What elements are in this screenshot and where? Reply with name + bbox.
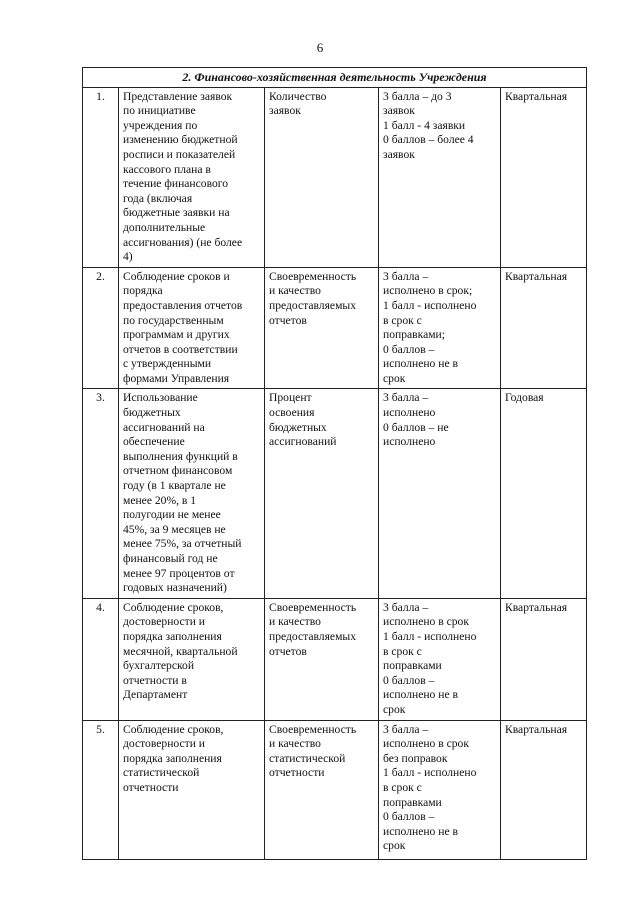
- table-row: [83, 598, 587, 720]
- row-number: 4.: [83, 598, 119, 720]
- period-cell: Квартальная: [501, 720, 587, 859]
- criterion-cell: Соблюдение сроков и порядка предоставления отчетов по государственным программам и других отчетов в соответствии с утвержденными формами Управления: [119, 267, 265, 389]
- score-cell: 3 балла – исполнено в срок 1 балл - исполнено в срок с поправками 0 баллов – исполнено не в срок: [379, 598, 501, 720]
- table-row: [83, 267, 587, 389]
- score-cell: 3 балла – исполнено 0 баллов – не исполнено: [379, 389, 501, 598]
- row-number: 3.: [83, 389, 119, 598]
- indicator-cell: Своевременность и качество предоставляемых отчетов: [265, 598, 379, 720]
- criterion-cell: Использование бюджетных ассигнований на обеспечение выполнения функций в отчетном финансовом году (в 1 квартале не менее 20%, в 1 полугодии не менее 45%, за 9 месяцев не менее 75%, за отчетный финансовый год не менее 97 процентов от годовых назначений): [119, 389, 265, 598]
- period-cell: Квартальная: [501, 87, 587, 267]
- page-number: 6: [316, 40, 324, 55]
- score-cell: 3 балла – до 3 заявок 1 балл - 4 заявки 0 баллов – более 4 заявок: [379, 87, 501, 267]
- period-cell: Годовая: [501, 389, 587, 598]
- table-row: [83, 389, 587, 598]
- indicator-cell: Своевременность и качество статистической отчетности: [265, 720, 379, 859]
- row-number: 1.: [83, 87, 119, 267]
- criterion-cell: Соблюдение сроков, достоверности и порядка заполнения месячной, квартальной бухгалтерской отчетности в Департамент: [119, 598, 265, 720]
- table-row: [83, 720, 587, 859]
- period-cell: Квартальная: [501, 267, 587, 389]
- period-cell: Квартальная: [501, 598, 587, 720]
- indicator-cell: Количество заявок: [265, 87, 379, 267]
- row-number: 5.: [83, 720, 119, 859]
- row-number: 2.: [83, 267, 119, 389]
- indicator-cell: Своевременность и качество предоставляемых отчетов: [265, 267, 379, 389]
- score-cell: 3 балла – исполнено в срок без поправок 1 балл - исполнено в срок с поправками 0 баллов – исполнено не в срок: [379, 720, 501, 859]
- section-title: 2. Финансово-хозяйственная деятельность Учреждения: [83, 68, 587, 88]
- criterion-cell: Представление заявок по инициативе учреждения по изменению бюджетной росписи и показателей кассового плана в течение финансового года (включая бюджетные заявки на дополнительные ассигнования) (не более 4): [119, 87, 265, 267]
- criterion-cell: Соблюдение сроков, достоверности и порядка заполнения статистической отчетности: [119, 720, 265, 859]
- score-cell: 3 балла – исполнено в срок; 1 балл - исполнено в срок с поправками; 0 баллов – исполнено не в срок: [379, 267, 501, 389]
- indicator-cell: Процент освоения бюджетных ассигнований: [265, 389, 379, 598]
- table-row: [83, 87, 587, 267]
- criteria-table: [82, 67, 587, 860]
- section-header-row: [83, 68, 587, 88]
